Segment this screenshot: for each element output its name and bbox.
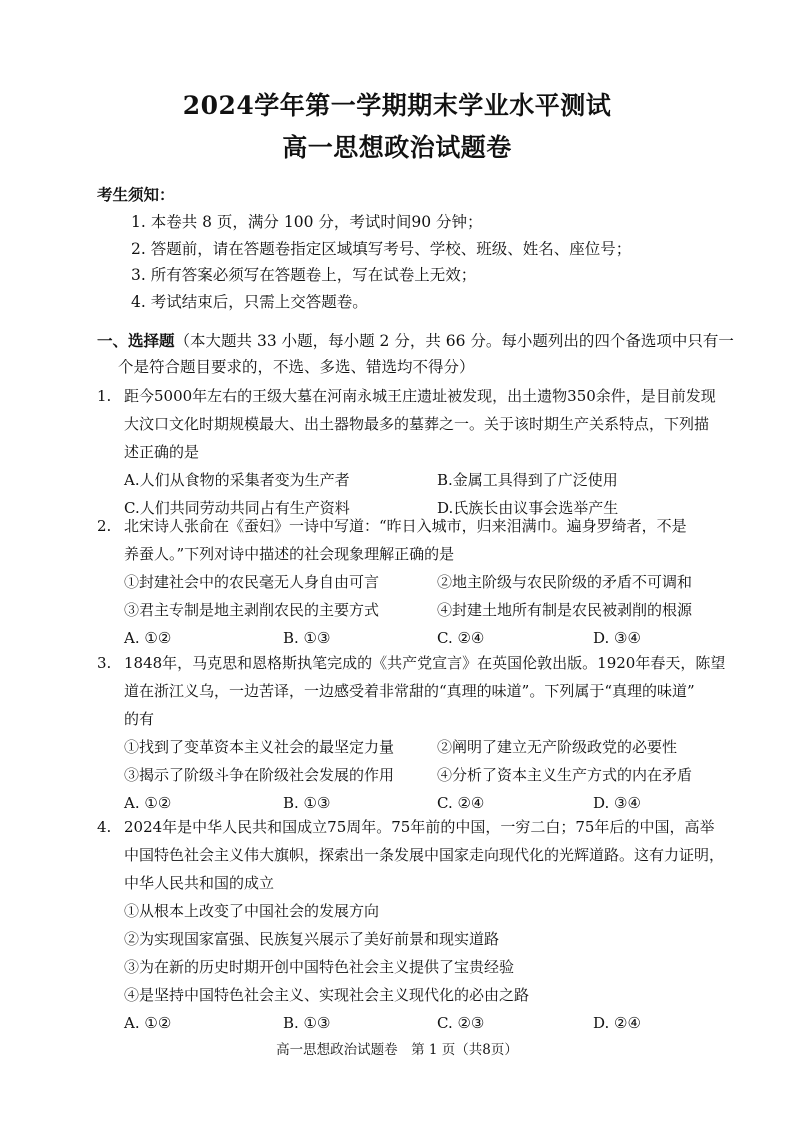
choice-d: D. ③④	[593, 629, 641, 647]
question-stem-line: 大汶口文化时期规模最大、出土器物最多的墓葬之一。关于该时期生产关系特点，下列描	[124, 415, 710, 433]
question-stem-line: 道在浙江义乌，一边苦译，一边感受着非常甜的“真理的味道”。下列属于“真理的味道”	[124, 682, 695, 700]
statement-4: ④是坚持中国特色社会主义、实现社会主义现代化的必由之路	[124, 986, 530, 1004]
question-4	[97, 813, 742, 1037]
choices-row	[124, 1009, 742, 1037]
exam-title: 2024学年第一学期期末学业水平测试	[182, 91, 612, 120]
question-stem-line: 北宋诗人张俞在《蚕妇》一诗中写道：“昨日入城市，归来泪满巾。遍身罗绮者，不是	[124, 517, 687, 535]
statement-1: ①封建社会中的农民毫无人身自由可言	[124, 573, 380, 591]
statement-1: ①从根本上改变了中国社会的发展方向	[124, 902, 380, 920]
question-3	[97, 649, 742, 817]
statements-row	[124, 568, 742, 596]
notice-item: 2. 答题前，请在答题卷指定区域填写考号、学校、班级、姓名、座位号；	[131, 240, 632, 258]
choice-c: C. ②④	[437, 629, 485, 647]
statement-3: ③为在新的历史时期开创中国特色社会主义提供了宝贵经验	[124, 958, 515, 976]
statement-3: ③揭示了阶级斗争在阶级社会发展的作用	[124, 766, 395, 784]
statement-2: ②地主阶级与农民阶级的矛盾不可调和	[437, 573, 693, 591]
statement-2: ②阐明了建立无产阶级政党的必要性	[437, 738, 678, 756]
question-stem-line: 养蚕人。”下列对诗中描述的社会现象理解正确的是	[124, 545, 455, 563]
notice-item: 4. 考试结束后，只需上交答题卷。	[131, 293, 368, 311]
statement-4: ④分析了资本主义生产方式的内在矛盾	[437, 766, 693, 784]
notice-heading: 考生须知：	[97, 185, 175, 204]
option-c: C.人们共同劳动共同占有生产资料	[124, 499, 350, 517]
question-number: 2.	[97, 517, 112, 535]
statements-row	[124, 733, 742, 761]
section-label: 选择题	[128, 331, 175, 350]
choice-d: D. ③④	[593, 794, 641, 812]
choices-row	[124, 624, 742, 652]
choice-b: B. ①③	[283, 794, 331, 812]
question-number: 3.	[97, 654, 112, 672]
question-stem-line: 1848年，马克思和恩格斯执笔完成的《共产党宣言》在英国伦敦出版。1920年春天，陈望	[124, 654, 726, 672]
section-desc-cont: 个是符合题目要求的，不选、多选、错选均不得分）	[118, 358, 475, 376]
exam-subtitle: 高一思想政治试题卷	[282, 133, 512, 162]
question-stem-line: 中华人民共和国的成立	[124, 874, 275, 892]
question-number: 4.	[97, 818, 112, 836]
statement-2: ②为实现国家富强、民族复兴展示了美好前景和现实道路	[124, 930, 500, 948]
question-stem-line: 2024年是中华人民共和国成立75周年。75年前的中国，一穷二白；75年后的中国，高举	[124, 818, 715, 836]
question-1	[97, 382, 742, 522]
choice-c: C. ②③	[437, 1014, 485, 1032]
choice-a: A. ①②	[124, 794, 172, 812]
page-footer: 高一思想政治试题卷 第 1 页（共8页）	[276, 1042, 518, 1058]
statement-1: ①找到了变革资本主义社会的最坚定力量	[124, 738, 395, 756]
question-number: 1.	[97, 387, 112, 405]
choice-a: A. ①②	[124, 1014, 172, 1032]
option-a: A.人们从食物的采集者变为生产者	[124, 471, 350, 489]
statements-row	[124, 761, 742, 789]
options-row	[124, 466, 742, 494]
notice-item: 1. 本卷共 8 页，满分 100 分，考试时间90 分钟；	[131, 213, 483, 231]
question-stem-line: 中国特色社会主义伟大旗帜，探索出一条发展中国家走向现代化的光辉道路。这有力证明，	[124, 846, 725, 864]
choice-b: B. ①③	[283, 1014, 331, 1032]
option-d: D.氏族长由议事会选举产生	[437, 499, 619, 517]
section-desc: （本大题共 33 小题，每小题 2 分，共 66 分。每小题列出的四个备选项中只有一	[174, 332, 734, 350]
statement-3: ③君主专制是地主剥削农民的主要方式	[124, 601, 380, 619]
choice-a: A. ①②	[124, 629, 172, 647]
question-stem-line: 述正确的是	[124, 443, 200, 461]
choice-b: B. ①③	[283, 629, 331, 647]
statements-row	[124, 596, 742, 624]
option-b: B.金属工具得到了广泛使用	[437, 471, 618, 489]
question-stem-line: 距今5000年左右的王级大墓在河南永城王庄遗址被发现，出土遗物350余件，是目前发现	[124, 387, 716, 405]
notice-item: 3. 所有答案必须写在答题卷上，写在试卷上无效；	[131, 266, 477, 284]
question-stem-line: 的有	[124, 710, 155, 728]
choice-c: C. ②④	[437, 794, 485, 812]
choice-d: D. ②④	[593, 1014, 641, 1032]
statement-4: ④封建土地所有制是农民被剥削的根源	[437, 601, 693, 619]
question-2	[97, 512, 742, 652]
section-heading	[97, 328, 737, 380]
section-number: 一、	[97, 331, 129, 350]
